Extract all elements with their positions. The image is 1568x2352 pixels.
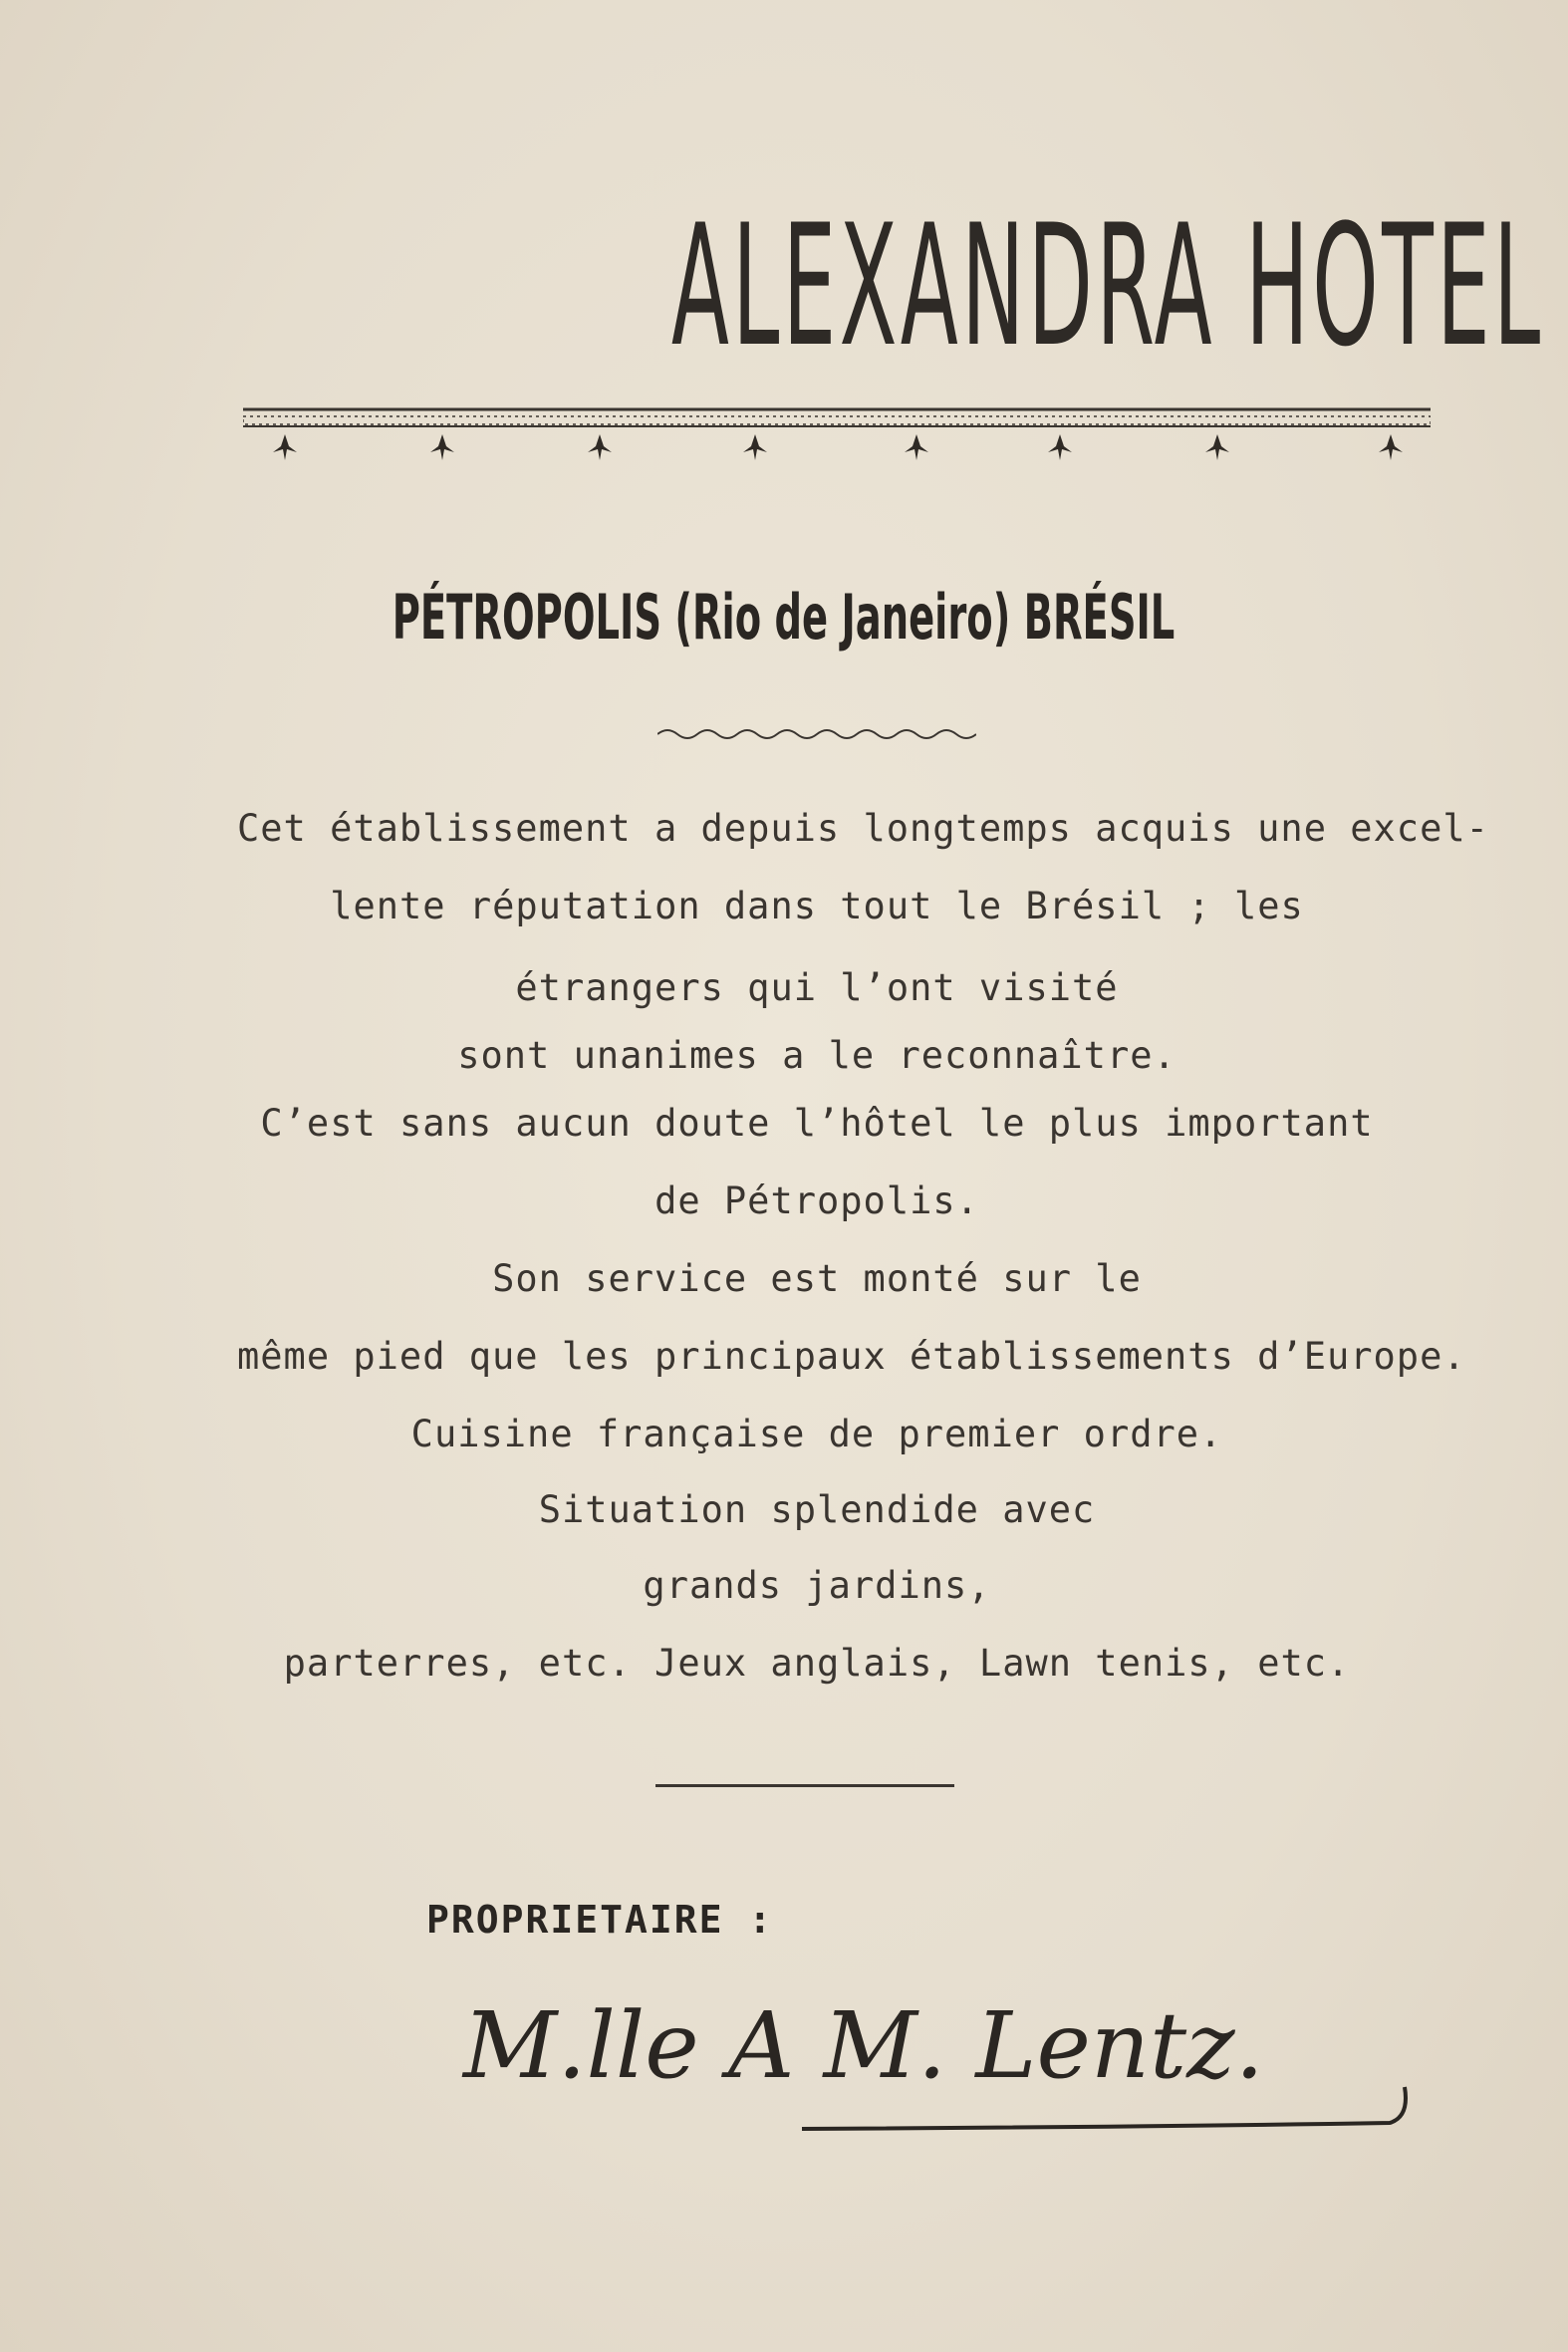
description-line: Son service est monté sur le [492,1257,1142,1300]
description-line: Cet établissement a depuis longtemps acquis une excel- [237,807,1489,850]
fleuron-row [273,434,1403,460]
description-line: même pied que les principaux établissements d’Europe. [237,1335,1466,1378]
section-rule [655,1784,954,1787]
location-text: PÉTROPOLIS (Rio de Janeiro) BRÉSIL [392,581,1176,653]
description-line: C’est sans aucun doute l’hôtel le plus important [260,1102,1374,1145]
wavy-divider [657,725,976,743]
proprietor-signature [453,1977,1449,2147]
description-line: Situation splendide avec [538,1488,1096,1531]
ornament-border [243,406,1431,476]
description-line: lente réputation dans tout le Brésil ; les [330,885,1304,927]
description-line: parterres, etc. Jeux anglais, Lawn tenis, etc. [283,1642,1351,1685]
hotel-title-block [329,188,1544,384]
signature-text: M.lle A M. Lentz. [463,1992,1264,2099]
description-line: de Pétropolis. [654,1179,979,1222]
proprietor-label: PROPRIETAIRE : [426,1898,774,1942]
description-line: étrangers qui l’ont visité [515,966,1119,1009]
location-line [0,583,1568,653]
description-line: Cuisine française de premier ordre. [410,1413,1223,1455]
hotel-title: ALEXANDRA HOTEL [670,188,1544,384]
description-line: sont unanimes a le reconnaître. [457,1034,1176,1077]
description-line: grands jardins, [643,1564,991,1607]
